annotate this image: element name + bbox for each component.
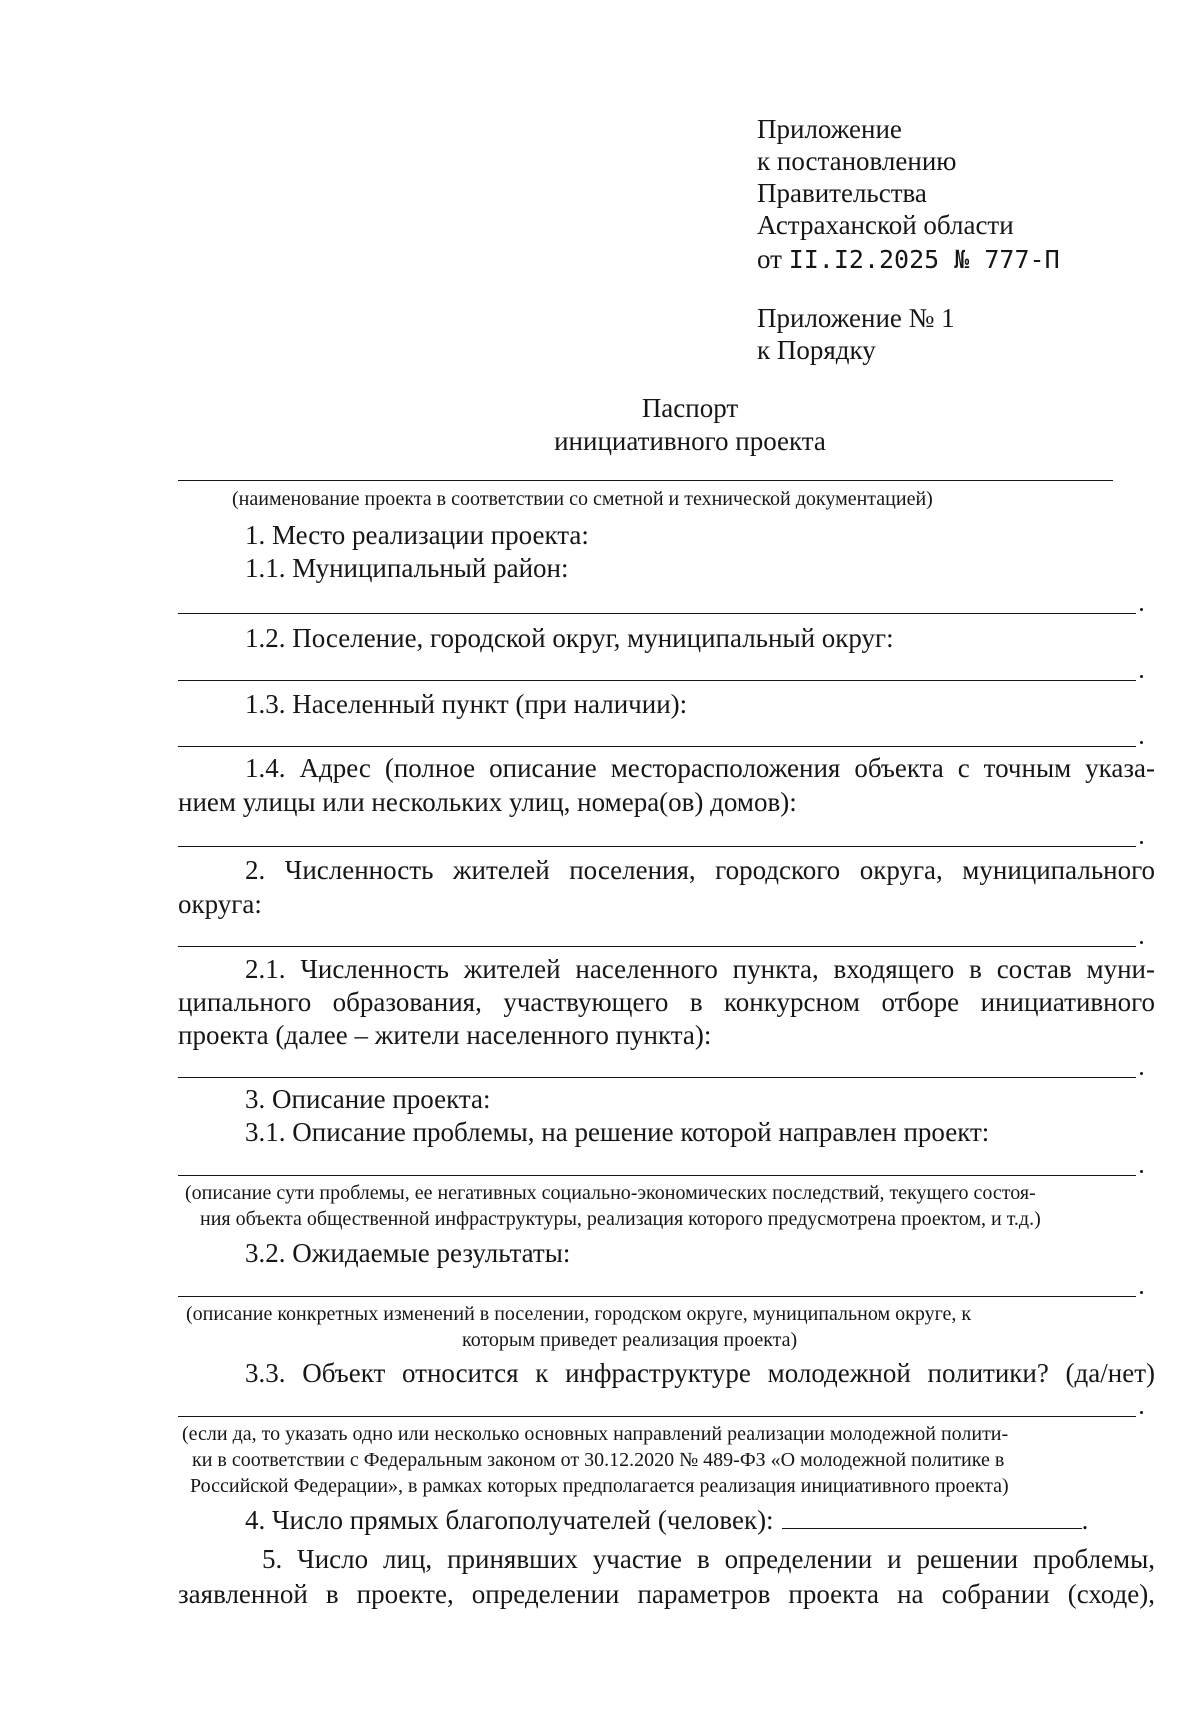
section-4-line: [782, 1502, 1082, 1529]
section-2-1-line: [178, 1077, 1136, 1078]
section-3-1-caption-line-2: ния объекта общественной инфраструктуры, реализация которого предусмотрена проектом, и т.д.): [200, 1208, 1041, 1230]
section-3-3-line: [178, 1416, 1136, 1417]
section-1-heading: 1. Место реализации проекта:: [245, 520, 589, 550]
header-line-1: Приложение: [757, 114, 902, 144]
header-line-4: Астраханской области: [757, 210, 1014, 240]
section-3-heading: 3. Описание проекта:: [245, 1084, 491, 1114]
section-3-1-caption-line-1: (описание сути проблемы, ее негативных социально-экономических последствий, текущего состоя-: [185, 1182, 1036, 1204]
header-line-2: к постановлению: [757, 146, 957, 176]
section-1-2-label: 1.2. Поселение, городской округ, муниципальный округ:: [245, 623, 894, 653]
section-5-label-line-1: 5. Число лиц, принявших участие в определении и решении проблемы,: [262, 1544, 1155, 1574]
section-1-1-line: [178, 613, 1136, 614]
section-3-2-line: [178, 1296, 1136, 1297]
section-4-period: .: [1081, 1505, 1089, 1535]
section-2-line: [178, 946, 1136, 947]
section-4-label: 4. Число прямых благополучателей (человек):: [245, 1505, 774, 1535]
section-4-row: [245, 1502, 1088, 1536]
section-3-2-caption-line-1: (описание конкретных изменений в поселении, городском округе, муниципальном округе, к: [186, 1303, 972, 1325]
section-3-3-dot: [1140, 1411, 1143, 1414]
section-1-4-label-line-2: нием улицы или нескольких улиц, номера(ов) домов):: [178, 787, 797, 817]
section-5-label-line-2: заявленной в проекте, определении параметров проекта на собрании (сходе),: [178, 1579, 1155, 1609]
section-3-1-label: 3.1. Описание проблемы, на решение которой направлен проект:: [245, 1117, 990, 1147]
section-2-1-label-line-2: ципального образования, участвующего в конкурсном отборе инициативного: [178, 987, 1155, 1017]
section-1-2-dot: [1140, 675, 1143, 678]
section-1-4-label-line-1: 1.4. Адрес (полное описание месторасположения объекта с точным указа-: [245, 753, 1155, 783]
section-1-2-line: [178, 680, 1136, 681]
header-date-prefix: от: [757, 244, 789, 274]
section-3-3-caption-line-1: (если да, то указать одно или несколько основных направлений реализации молодежной полити-: [182, 1423, 1009, 1445]
appendix-line-2: к Порядку: [757, 335, 876, 365]
section-3-1-line: [178, 1175, 1136, 1176]
section-1-4-dot: [1140, 841, 1143, 844]
header-date-stamp: II.I2.2025 № 777-П: [788, 245, 1060, 274]
section-1-4-line: [178, 846, 1136, 847]
section-2-1-label-line-1: 2.1. Численность жителей населенного пункта, входящего в состав муни-: [245, 954, 1155, 984]
section-3-2-caption-line-2: которым приведет реализация проекта): [462, 1329, 798, 1351]
appendix-line-1: Приложение № 1: [757, 303, 955, 333]
document-title: Паспорт: [641, 393, 739, 423]
section-2-label-line-1: 2. Численность жителей поселения, городского округа, муниципального: [245, 855, 1155, 885]
header-date: [757, 243, 1060, 276]
section-2-label-line-2: округа:: [178, 889, 262, 919]
section-1-1-dot: [1140, 608, 1143, 611]
section-3-3-caption-line-2: ки в соответствии с Федеральным законом от 30.12.2020 № 489-ФЗ «О молодежной политике в: [192, 1449, 1005, 1471]
document-subtitle: инициативного проекта: [554, 426, 826, 456]
section-2-1-label-line-3: проекта (далее – жители населенного пункта):: [178, 1020, 712, 1050]
section-2-1-dot: [1140, 1072, 1143, 1075]
section-1-3-label: 1.3. Населенный пункт (при наличии):: [245, 689, 688, 719]
project-name-caption: (наименование проекта в соответствии со сметной и технической документацией): [232, 488, 933, 510]
header-line-3: Правительства: [757, 178, 927, 208]
section-1-3-dot: [1140, 741, 1143, 744]
section-1-3-line: [178, 746, 1136, 747]
section-2-dot: [1140, 941, 1143, 944]
section-3-3-label: 3.3. Объект относится к инфраструктуре молодежной политики? (да/нет): [245, 1358, 1155, 1388]
section-3-2-label: 3.2. Ожидаемые результаты:: [245, 1238, 571, 1268]
project-name-line: [178, 480, 1113, 481]
section-3-1-dot: [1140, 1170, 1143, 1173]
section-1-1-label: 1.1. Муниципальный район:: [245, 553, 569, 583]
section-3-2-dot: [1140, 1291, 1143, 1294]
section-3-3-caption-line-3: Российской Федерации», в рамках которых предполагается реализация инициативного проекта): [190, 1475, 1009, 1497]
